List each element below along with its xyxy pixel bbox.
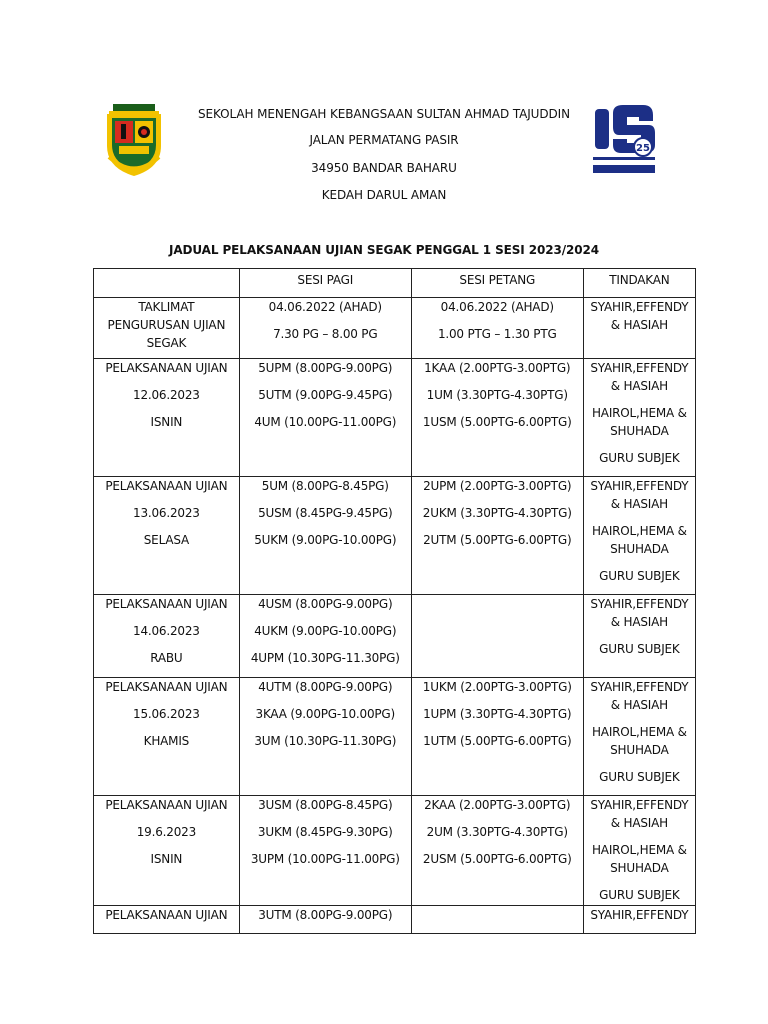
table-cell-petang xyxy=(411,298,583,359)
table-cell-event xyxy=(94,595,240,678)
header-cell-sesi-petang: SESI PETANG xyxy=(411,269,583,298)
cell-line: 3UKM (8.45PG-9.30PG) xyxy=(257,825,393,839)
cell-line: 7.30 PG – 8.00 PG xyxy=(273,327,378,341)
table-cell-petang xyxy=(411,796,583,906)
cell-line: 3USM (8.00PG-8.45PG) xyxy=(258,798,393,812)
cell-line: 3UPM (10.00PG-11.00PG) xyxy=(250,852,400,866)
schedule-table xyxy=(93,268,696,934)
cell-line: 4USM (8.00PG-9.00PG) xyxy=(258,597,393,611)
table-row xyxy=(94,477,696,595)
table-cell-event xyxy=(94,796,240,906)
table-cell-pagi xyxy=(239,678,411,796)
cell-line: GURU SUBJEK xyxy=(599,569,680,583)
cell-line: SYAHIR,EFFENDY xyxy=(590,479,689,493)
cell-line: GURU SUBJEK xyxy=(599,451,680,465)
cell-line: 5UKM (9.00PG-10.00PG) xyxy=(254,533,397,547)
table-cell-event xyxy=(94,906,240,934)
cell-line: 2UM (3.30PTG-4.30PTG) xyxy=(426,825,568,839)
cell-line: 13.06.2023 xyxy=(133,506,200,520)
cell-line: 04.06.2022 (AHAD) xyxy=(268,300,382,314)
cell-line: HAIROL,HEMA & xyxy=(591,725,687,739)
cell-line: SHUHADA xyxy=(610,542,669,556)
cell-line: GURU SUBJEK xyxy=(599,888,680,902)
cell-line: 2UKM (3.30PTG-4.30PTG) xyxy=(422,506,572,520)
cell-line: SYAHIR,EFFENDY xyxy=(590,680,689,694)
table-cell-tindakan xyxy=(583,678,695,796)
header-cell-empty xyxy=(94,269,240,298)
cell-line: SYAHIR,EFFENDY xyxy=(590,908,689,922)
table-cell-tindakan xyxy=(583,595,695,678)
cell-line: SYAHIR,EFFENDY xyxy=(590,798,689,812)
cell-line: SHUHADA xyxy=(610,743,669,757)
table-cell-pagi xyxy=(239,298,411,359)
cell-line: SYAHIR,EFFENDY xyxy=(590,361,689,375)
cell-line: 1UKM (2.00PTG-3.00PTG) xyxy=(422,680,572,694)
cell-line: 3UTM (8.00PG-9.00PG) xyxy=(258,908,393,922)
cell-line: ISNIN xyxy=(150,852,183,866)
table-cell-event xyxy=(94,359,240,477)
table-cell-tindakan xyxy=(583,359,695,477)
school-address-line-1: JALAN PERMATANG PASIR xyxy=(309,133,459,147)
table-cell-pagi xyxy=(239,595,411,678)
table-cell-event xyxy=(94,678,240,796)
cell-line: PELAKSANAAN UJIAN xyxy=(105,908,228,922)
cell-line: SHUHADA xyxy=(610,424,669,438)
table-cell-pagi xyxy=(239,906,411,934)
table-cell-petang xyxy=(411,359,583,477)
cell-line: 1UTM (5.00PTG-6.00PTG) xyxy=(423,734,572,748)
cell-line: 2UTM (5.00PTG-6.00PTG) xyxy=(423,533,572,547)
cell-line: & HASIAH xyxy=(610,698,668,712)
header-cell-tindakan: TINDAKAN xyxy=(583,269,695,298)
table-cell-tindakan xyxy=(583,796,695,906)
cell-line: 12.06.2023 xyxy=(133,388,200,402)
cell-line: & HASIAH xyxy=(610,816,668,830)
cell-line: SHUHADA xyxy=(610,861,669,875)
cell-line: SYAHIR,EFFENDY xyxy=(590,597,689,611)
cell-line: & HASIAH xyxy=(610,615,668,629)
schedule-title: JADUAL PELAKSANAAN UJIAN SEGAK PENGGAL 1 SESI 2023/2024 xyxy=(168,243,599,257)
table-cell-tindakan xyxy=(583,298,695,359)
cell-line: HAIROL,HEMA & xyxy=(591,524,687,538)
table-cell-pagi xyxy=(239,359,411,477)
table-cell-pagi xyxy=(239,477,411,595)
cell-line: RABU xyxy=(150,651,183,665)
cell-line: HAIROL,HEMA & xyxy=(591,406,687,420)
cell-line: PELAKSANAAN UJIAN xyxy=(105,597,228,611)
cell-line: PELAKSANAAN UJIAN xyxy=(105,361,228,375)
table-cell-petang xyxy=(411,906,583,934)
cell-line: ISNIN xyxy=(150,415,183,429)
cell-line: 1UM (3.30PTG-4.30PTG) xyxy=(426,388,568,402)
table-cell-event xyxy=(94,477,240,595)
cell-line: 1KAA (2.00PTG-3.00PTG) xyxy=(424,361,571,375)
table-cell-petang xyxy=(411,678,583,796)
cell-line: 5UPM (8.00PG-9.00PG) xyxy=(258,361,393,375)
table-row xyxy=(94,906,696,934)
cell-line: 3UM (10.30PG-11.30PG) xyxy=(254,734,397,748)
table-row xyxy=(94,678,696,796)
table-cell-pagi xyxy=(239,796,411,906)
cell-line: HAIROL,HEMA & xyxy=(591,843,687,857)
table-row xyxy=(94,298,696,359)
cell-line: 2KAA (2.00PTG-3.00PTG) xyxy=(424,798,571,812)
cell-line: SELASA xyxy=(143,533,189,547)
cell-line: 04.06.2022 (AHAD) xyxy=(440,300,554,314)
cell-line: PELAKSANAAN UJIAN xyxy=(105,680,228,694)
cell-line: GURU SUBJEK xyxy=(599,642,680,656)
table-row xyxy=(94,359,696,477)
table-cell-petang xyxy=(411,595,583,678)
cell-line: 14.06.2023 xyxy=(133,624,200,638)
cell-line: 4UM (10.00PG-11.00PG) xyxy=(254,415,397,429)
cell-line: PELAKSANAAN UJIAN xyxy=(105,798,228,812)
cell-line: 19.6.2023 xyxy=(136,825,197,839)
cell-line: 1UPM (3.30PTG-4.30PTG) xyxy=(423,707,572,721)
cell-line: 2UPM (2.00PTG-3.00PTG) xyxy=(423,479,572,493)
school-address-line-2: 34950 BANDAR BAHARU xyxy=(311,161,457,175)
school-address-line-3: KEDAH DARUL AMAN xyxy=(321,188,447,202)
cell-line: SYAHIR,EFFENDY xyxy=(590,300,689,314)
cell-line: KHAMIS xyxy=(143,734,190,748)
cell-line: 1USM (5.00PTG-6.00PTG) xyxy=(422,415,572,429)
header-cell-sesi-pagi: SESI PAGI xyxy=(239,269,411,298)
table-cell-event xyxy=(94,298,240,359)
cell-line: 1.00 PTG – 1.30 PTG xyxy=(437,327,557,341)
table-row xyxy=(94,796,696,906)
cell-line: & HASIAH xyxy=(610,318,668,332)
cell-line: 4UPM (10.30PG-11.30PG) xyxy=(250,651,400,665)
cell-line: & HASIAH xyxy=(610,379,668,393)
svg-text:25: 25 xyxy=(636,143,650,154)
cell-line: & HASIAH xyxy=(610,497,668,511)
school-name: SEKOLAH MENENGAH KEBANGSAAN SULTAN AHMAD TAJUDDIN xyxy=(198,107,570,121)
table-cell-petang xyxy=(411,477,583,595)
cell-line: 15.06.2023 xyxy=(133,707,200,721)
cell-line: TAKLIMAT xyxy=(138,300,195,314)
cell-line: 2USM (5.00PTG-6.00PTG) xyxy=(422,852,572,866)
cell-line: SEGAK xyxy=(146,336,187,350)
cell-line: GURU SUBJEK xyxy=(599,770,680,784)
cell-line: 4UTM (8.00PG-9.00PG) xyxy=(258,680,393,694)
cell-line: 3KAA (9.00PG-10.00PG) xyxy=(255,707,396,721)
cell-line: 5UM (8.00PG-8.45PG) xyxy=(261,479,389,493)
cell-line: PENGURUSAN UJIAN xyxy=(107,318,226,332)
cell-line: PELAKSANAAN UJIAN xyxy=(105,479,228,493)
cell-line: 5UTM (9.00PG-9.45PG) xyxy=(258,388,393,402)
cell-line: 4UKM (9.00PG-10.00PG) xyxy=(254,624,397,638)
table-cell-tindakan xyxy=(583,906,695,934)
table-cell-tindakan xyxy=(583,477,695,595)
table-header-row xyxy=(94,269,696,298)
cell-line: 5USM (8.45PG-9.45PG) xyxy=(258,506,393,520)
table-row xyxy=(94,595,696,678)
